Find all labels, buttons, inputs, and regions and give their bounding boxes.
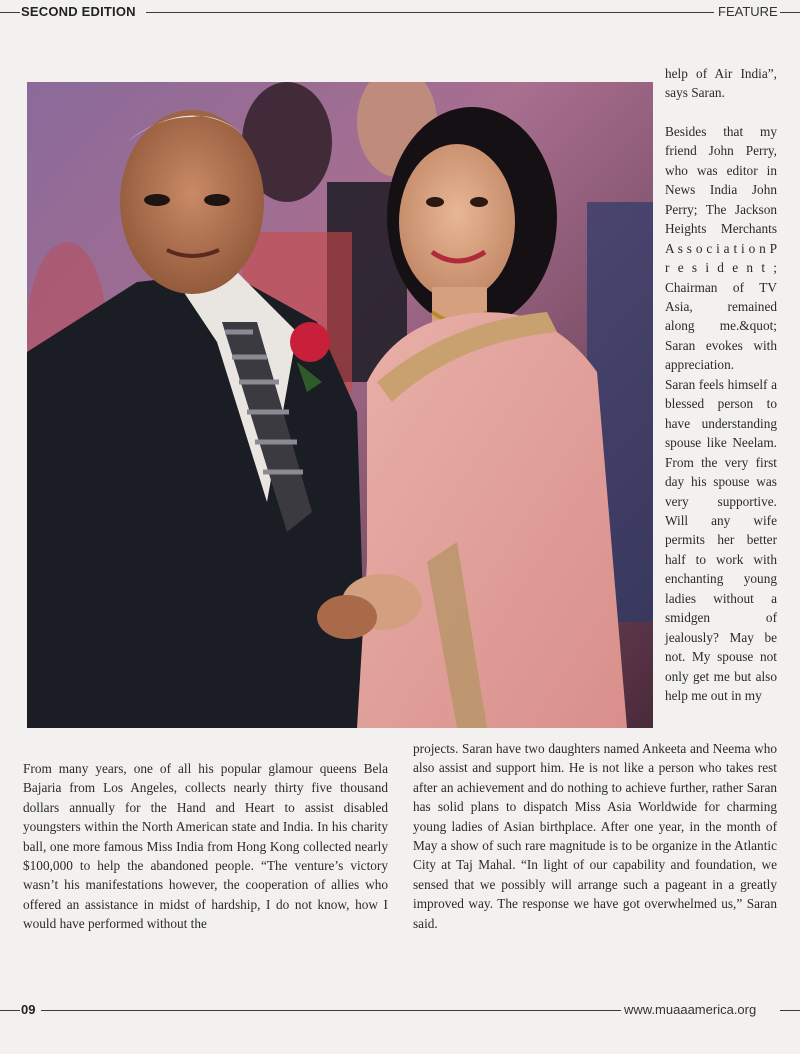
lower-right-column [413, 739, 777, 933]
lower-left-column [23, 759, 388, 934]
footer-rule-right [780, 1010, 800, 1011]
header-rule-right [780, 12, 800, 13]
right-paragraph-2: Besides that my friend John Perry, who was editor in News India John Perry; The Jackson Heights Merchants A s s o c i a t i o n P r e s i d e n t ; Chairman of TV Asia, remained along me.&quot; Saran evokes with appreciation. [665, 123, 777, 373]
lower-left-paragraph: From many years, one of all his popular glamour queens Bela Bajaria from Los Angeles, collects nearly thirty five thousand dollars annually for the Hand and Heart to assist disabled youngsters within the North American state and India. In his charity ball, one more famous Miss India from Hong Kong collected nearly $100,000 to help the abandoned people. “The venture’s victory wasn’t his manifestations however, the cooperation of allies who offered an assistance in midst of hardship, I do not know, how I would have performed without the [23, 761, 388, 932]
page-number: 09 [21, 1002, 36, 1017]
couple-photo [27, 82, 653, 728]
section-label: FEATURE [718, 4, 778, 19]
page-header [0, 4, 800, 22]
right-paragraph-1: help of Air India”, says Saran. [665, 66, 777, 101]
footer-rule-left [0, 1010, 20, 1011]
right-paragraph-3: Saran feels himself a blessed person to have understanding spouse like Neelam. From the very first day his spouse was very supportive. Will any wife permits her better half to work with enchanting young ladies without a smidgen of jealously? May be not. My spouse not only get me but also help me out in my [665, 376, 777, 704]
website-link[interactable]: www.muaaamerica.org [624, 1002, 757, 1017]
page-footer [0, 1001, 800, 1019]
header-rule-middle [146, 12, 714, 13]
edition-label: SECOND EDITION [21, 4, 136, 19]
footer-rule-middle [41, 1010, 621, 1011]
header-rule-left [0, 12, 20, 13]
lower-right-paragraph: projects. Saran have two daughters named Ankeeta and Neema who also assist and support him. He is not like a person who takes rest after an achievement and do nothing to achieve further, rather Saran has solid plans to dispatch Miss Asia Worldwide for charming young ladies of Asian birthplace. After one year, in the month of May a show of such rare magnitude is to be organize in the Atlantic City at Taj Mahal. “In light of our capability and foundation, we sensed that we possibly will arrange such a pageant in a greatly improved way. The response we have got overwhelmed us,” Saran said. [413, 741, 777, 931]
right-column-text [665, 64, 777, 706]
